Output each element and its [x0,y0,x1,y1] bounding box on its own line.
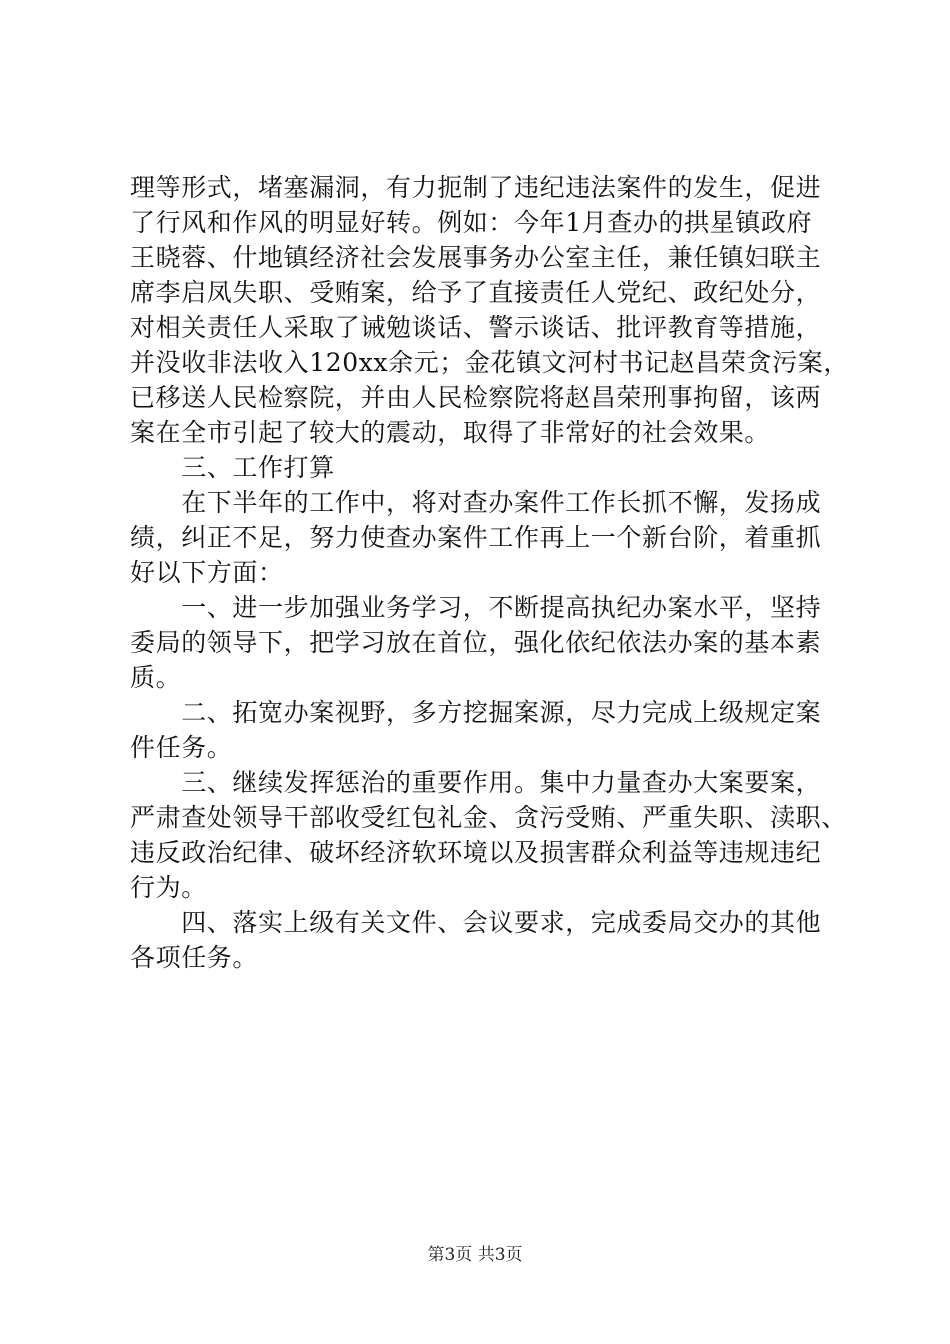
text-line: 三、继续发挥惩治的重要作用。集中力量查办大案要案， [130,768,822,797]
text-line: 委局的领导下，把学习放在首位，强化依纪依法办案的基本素 [130,628,822,657]
page-number-footer: 第3页 共3页 [427,1245,523,1265]
text-line: 在下半年的工作中，将对查办案件工作长抓不懈，发扬成 [130,488,822,517]
text-line: 质。 [130,663,182,692]
text-line: 并没收非法收入120xx余元；金花镇文河村书记赵昌荣贪污案， [130,348,849,377]
text-line: 王晓蓉、什地镇经济社会发展事务办公室主任，兼任镇妇联主 [130,243,822,272]
text-line: 案在全市引起了较大的震动，取得了非常好的社会效果。 [130,418,771,447]
text-line: 绩，纠正不足，努力使查办案件工作再上一个新台阶，着重抓 [130,523,822,552]
text-line: 已移送人民检察院，并由人民检察院将赵昌荣刑事拘留，该两 [130,383,822,412]
text-line: 违反政治纪律、破坏经济软环境以及损害群众利益等违规违纪 [130,838,822,867]
text-line: 二、拓宽办案视野，多方挖掘案源，尽力完成上级规定案 [130,698,822,727]
text-line: 行为。 [130,873,207,902]
text-line: 各项任务。 [130,943,259,972]
body-text [130,170,849,975]
text-line: 一、进一步加强业务学习，不断提高执纪办案水平，坚持 [130,593,822,622]
text-line: 件任务。 [130,733,233,762]
text-line: 好以下方面： [130,558,284,587]
text-line: 席李启凤失职、受贿案，给予了直接责任人党纪、政纪处分， [130,278,822,307]
text-line: 四、落实上级有关文件、会议要求，完成委局交办的其他 [130,908,822,937]
text-line: 对相关责任人采取了诫勉谈话、警示谈话、批评教育等措施， [130,313,822,342]
section-heading: 三、工作打算 [130,453,335,482]
text-line: 理等形式，堵塞漏洞，有力扼制了违纪违法案件的发生，促进 [130,173,822,202]
text-line: 了行风和作风的明显好转。例如：今年1月查办的拱星镇政府 [130,208,813,237]
text-line: 严肃查处领导干部收受红包礼金、贪污受贿、严重失职、渎职、 [130,803,847,832]
